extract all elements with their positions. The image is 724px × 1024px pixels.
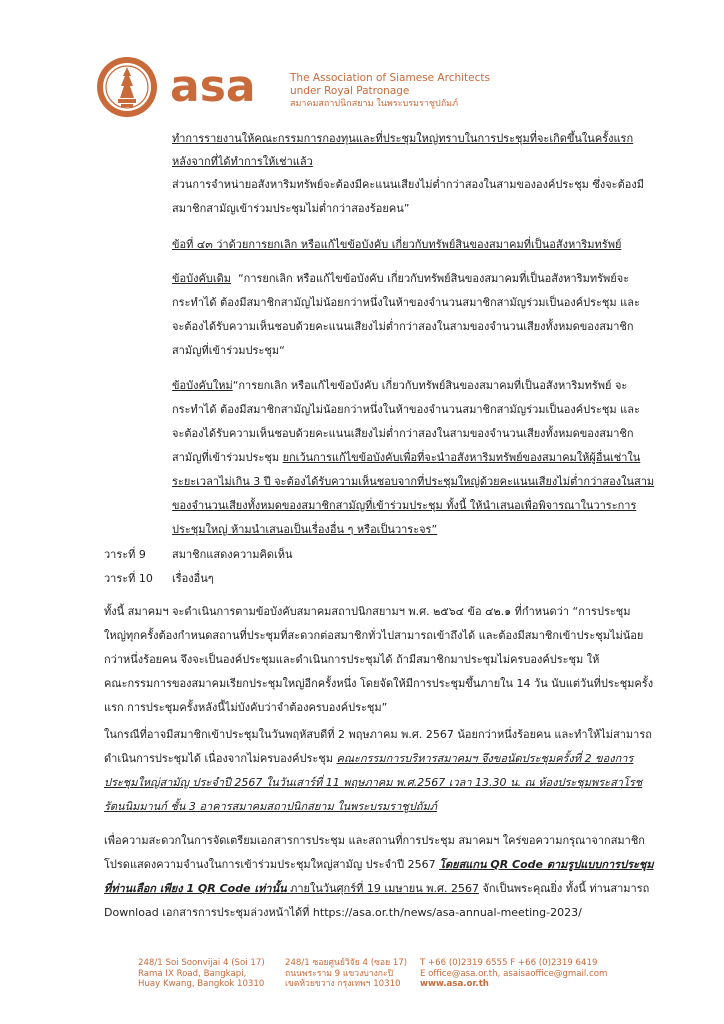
para2-line4: คณะกรรมการของสมาคมเรียกประชุมใหญ่อีกครั้งหนึ่ง โดยจัดให้มีการประชุมขึ้นภายใน 14 วัน นับแต่วันที่ประชุมครั้ง (104, 677, 654, 690)
original-rule-label: ข้อบังคับเดิม (172, 272, 231, 285)
new-rule-label: ข้อบังคับใหม่ (172, 379, 233, 392)
para1-line3: ส่วนการจำหน่ายอสังหาริมทรัพย์จะต้องมีคะแนนเสียงไม่ต่ำกว่าสองในสามขององค์ประชุม ซึ่งจะต้องมี (172, 178, 644, 191)
svg-text:asa: asa (170, 63, 256, 111)
organization-name (290, 72, 490, 111)
footer-address-th: 248/1 ซอยศูนย์วิจัย 4 (ซอย 17) ถนนพระราม 9 แขวงบางกะปิ เขตห้วยขวาง กรุงเทพฯ 10310 (285, 958, 408, 989)
original-rule-line1: ข้อบังคับเดิม “การยกเลิก หรือแก้ไขข้อบังคับ เกี่ยวกับทรัพย์สินของสมาคมที่เป็นอสังหาริมทรัพย์จะ (172, 272, 630, 285)
org-name-th: สมาคมสถาปนิกสยาม ในพระบรมราชูปถัมภ์ (290, 99, 459, 109)
para4-line4: Download เอกสารการประชุมล่วงหน้าได้ที่ https://asa.or.th/news/asa-annual-meeting-2023/ (104, 906, 582, 919)
new-rule-line1: ข้อบังคับใหม่“การยกเลิก หรือแก้ไขข้อบังคับ เกี่ยวกับทรัพย์สินของสมาคมที่เป็นอสังหาริมทรัพย์ จะ (172, 379, 628, 392)
para4-line2: โปรดแสดงความจำนงในการเข้าร่วมประชุมใหญ่สามัญ ประจำปี 2567 โดยสแกน QR Code ตามรูปแบบการประชุม (104, 858, 654, 871)
footer-address-en: 248/1 Soi Soonvijai 4 (Soi 17) Rama IX Road, Bangkapi, Huay Kwang, Bangkok 10310 (138, 958, 265, 989)
new-rule-line3: จะต้องได้รับความเห็นชอบด้วยคะแนนเสียงไม่ต่ำกว่าสองในสามของจำนวนเสียงทั้งหมดของสมาชิก (172, 427, 634, 440)
footer-phone-fax: T +66 (0)2319 6555 F +66 (0)2319 6419 (420, 958, 598, 968)
para4-line3: ที่ท่านเลือก เพียง 1 QR Code เท่านั้น ภายในวันศุกร์ที่ 19 เมษายน พ.ศ. 2567 จักเป็นพระคุณยิ่ง ทั้งนี้ ท่านสามารถ (104, 882, 650, 895)
org-name-en-line2: under Royal Patronage (290, 85, 410, 97)
original-rule-line3: จะต้องได้รับความเห็นชอบด้วยคะแนนเสียงไม่ต่ำกว่าสองในสามของจำนวนเสียงทั้งหมดของสมาชิก (172, 320, 634, 333)
original-rule-line4: สามัญที่เข้าร่วมประชุม“ (172, 344, 285, 357)
original-rule-line2: กระทำได้ ต้องมีสมาชิกสามัญไม่น้อยกว่าหนึ่งในห้าของจำนวนสมาชิกสามัญร่วมเป็นองค์ประชุม และ (172, 296, 640, 309)
para1-line1: ทำการรายงานให้คณะกรรมการกองทุนและที่ประชุมใหญ่ทราบในการประชุมที่จะเกิดขึ้นในครั้งแรก (172, 132, 634, 145)
new-rule-line2: กระทำได้ ต้องมีสมาชิกสามัญไม่น้อยกว่าหนึ่งในห้าของจำนวนสมาชิกสามัญร่วมเป็นองค์ประชุม และ (172, 403, 640, 416)
footer-contact (420, 958, 607, 990)
para1-line4: สมาชิกสามัญเข้าร่วมประชุมไม่ต่ำกว่าสองร้อยคน” (172, 202, 410, 215)
asa-royal-seal-logo (96, 56, 158, 118)
agenda-9-text: สมาชิกแสดงความคิดเห็น (172, 548, 293, 561)
new-rule-line7: ประชุมใหญ่ ห้ามนำเสนอเป็นเรื่องอื่น ๆ หรือเป็นวาระจร” (172, 523, 438, 536)
agenda-10-label: วาระที่ 10 (104, 572, 153, 585)
new-rule-line5: ระยะเวลาไม่เกิน 3 ปี จะต้องได้รับความเห็นชอบจากที่ประชุมใหญ่ด้วยคะแนนเสียงไม่ต่ำกว่าสองในสาม (172, 475, 655, 488)
asa-wordmark-logo (170, 63, 276, 111)
para3-line2: ดำเนินการประชุมได้ เนื่องจากไม่ครบองค์ประชุม คณะกรรมการบริหารสมาคมฯ จึงขอนัดประชุมครั้งที่ 2 ของการ (104, 752, 634, 765)
para3-line3: ประชุมใหญ่สามัญ ประจำปี 2567 ในวันเสาร์ที่ 11 พฤษภาคม พ.ศ.2567 เวลา 13.30 น. ณ ห้องประชุมพระสาโรช (104, 776, 643, 789)
para2-line2: ใหญ่ทุกครั้งต้องกำหนดสถานที่ประชุมที่สะดวกต่อสมาชิกทั่วไปสามารถเข้าถึงได้ และต้องมีสมาชิกเข้าประชุมไม่น้อย (104, 629, 644, 642)
agenda-9-label: วาระที่ 9 (104, 548, 146, 561)
article-43-heading: ข้อที่ ๔๓ ว่าด้วยการยกเลิก หรือแก้ไขข้อบังคับ เกี่ยวกับทรัพย์สินของสมาคมที่เป็นอสังหาริมทรัพย์ (172, 238, 622, 251)
para2-line1: ทั้งนี้ สมาคมฯ จะดำเนินการตามข้อบังคับสมาคมสถาปนิกสยามฯ พ.ศ. ๒๕๖๔ ข้อ ๔๒.๑ ที่กำหนดว่า “การประชุม (104, 605, 631, 618)
agenda-10-text: เรื่องอื่นๆ (172, 572, 214, 585)
para4-line1: เพื่อความสะดวกในการจัดเตรียมเอกสารการประชุม และสถานที่การประชุม สมาคมฯ ใคร่ขอความกรุณาจากสมาชิก (104, 834, 645, 847)
footer-website-link[interactable]: www.asa.or.th (420, 979, 489, 989)
org-name-en-line1: The Association of Siamese Architects (290, 72, 490, 84)
para3-line1: ในกรณีที่อาจมีสมาชิกเข้าประชุมในวันพฤหัสบดีที่ 2 พฤษภาคม พ.ศ. 2567 น้อยกว่าหนึ่งร้อยคน และทำให้ไม่สามารถ (104, 728, 652, 741)
new-rule-line6: ของจำนวนเสียงทั้งหมดของสมาชิกสามัญที่เข้าร่วมประชุม ทั้งนี้ ให้นำเสนอเพื่อพิจารณาในวาระการ (172, 499, 637, 512)
new-rule-line4: สามัญที่เข้าร่วมประชุม ยกเว้นการแก้ไขข้อบังคับเพื่อที่จะนำอสังหาริมทรัพย์ของสมาคมให้ผู้อื่นเช่าใน (172, 451, 641, 464)
footer-email: E office@asa.or.th, asaisaoffice@gmail.com (420, 968, 608, 979)
para3-line4: รัตนนิมมานก์ ชั้น 3 อาคารสมาคมสถาปนิกสยาม ในพระบรมราชูปถัมภ์ (104, 800, 437, 813)
para2-line3: กว่าหนึ่งร้อยคน จึงจะเป็นองค์ประชุมและดำเนินการประชุมได้ ถ้ามีสมาชิกมาประชุมไม่ครบองค์ประชุม ให้ (104, 653, 600, 666)
para2-line5: แรก การประชุมครั้งหลังนี้ไม่บังคับว่าจำต้องครบองค์ประชุม” (104, 701, 388, 714)
para1-line2: หลังจากที่ได้ทำการให้เช่าแล้ว (172, 155, 313, 168)
